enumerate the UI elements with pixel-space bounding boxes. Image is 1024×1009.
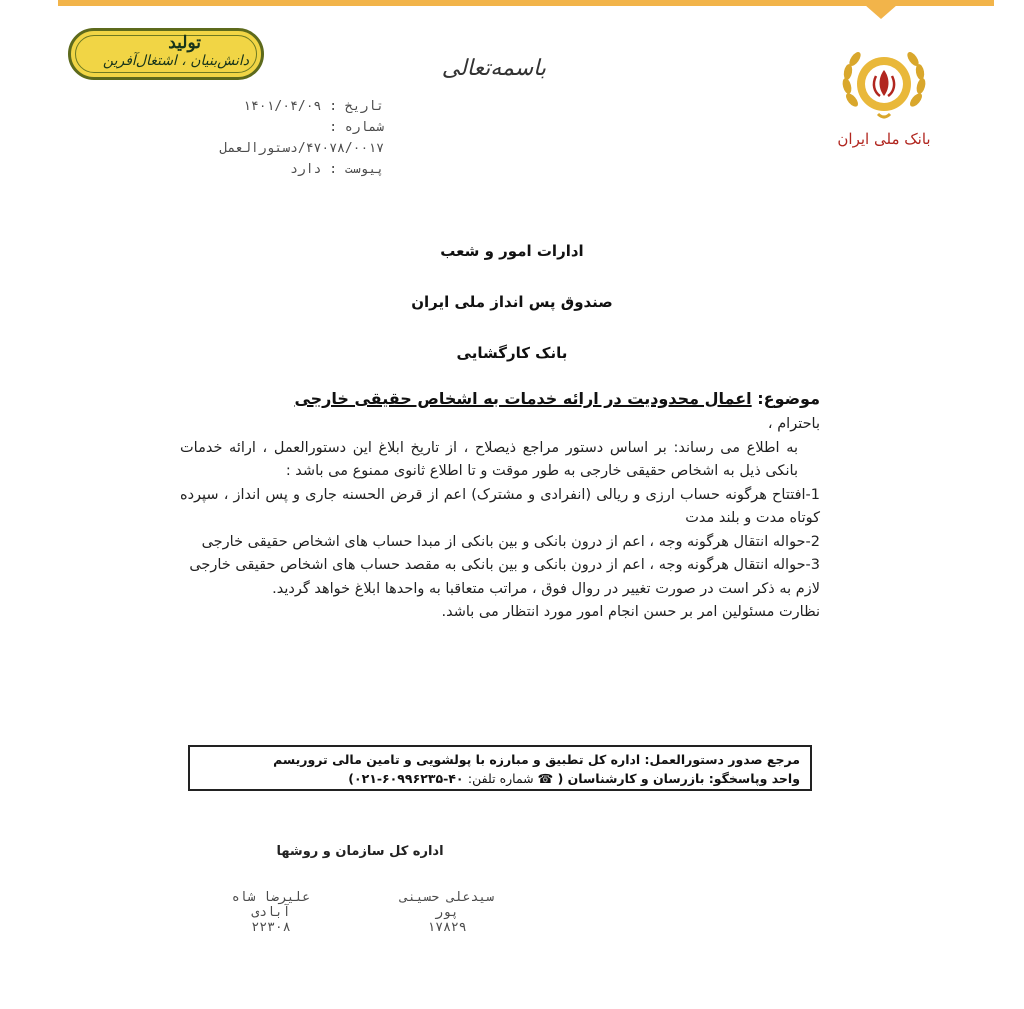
list-item: 2-حواله انتقال هرگونه وجه ، اعم از درون بانکی و بین بانکی از مبدا حساب های اشخاص حقیقی خارجی [201,533,820,550]
letter-meta [124,96,384,180]
bank-emblem-icon [838,42,930,124]
signing-department: اداره کل سازمان و روشها [276,844,444,859]
intro-paragraph: به اطلاع می رساند: بر اساس دستور مراجع ذیصلاح ، از تاریخ ابلاغ این دستورالعمل ، ارائه خدمات بانکی ذیل به اشخاص حقیقی خارجی به طور موقت و تا اطلاع ثانوی ممنوع می باشد : [180,439,798,479]
signer-code: ۲۲۳۰۸ [251,920,291,935]
subject-label: موضوع: [757,389,820,408]
notice-paragraph: لازم به ذکر است در صورت تغییر در روال فوق ، مراتب متعاقبا به واحدها ابلاغ خواهد گردید. [272,580,820,597]
bank-logo-text: بانک ملی ایران [837,130,931,148]
signer-name-line2: آبادی [251,905,291,920]
letter-number-value: ۴۷۰۷۸/۰۰۱۷/دستورالعمل [219,141,384,156]
signer-2 [196,890,346,935]
phone-number: ۴۰-۶۰۹۹۶۲۳۵-۰۲۱) [348,771,464,786]
list-item: 1-افتتاح هرگونه حساب ارزی و ریالی (انفرادی و مشترک) اعم از قرض الحسنه جاری و پس انداز ، سپرده کوتاه مدت و بلند مدت [180,486,820,526]
signer-name: علیرضا شاه [231,890,311,905]
letter-date: تاریخ : ۱۴۰۱/۰۴/۰۹ [243,99,384,114]
letter-subject [294,389,820,408]
reference-issuer: مرجع صدور دستورالعمل: اداره کل تطبیق و مبارزه با پولشویی و تامین مالی تروریسم [273,752,800,767]
signer-1 [372,890,522,935]
phone-label: ☎ شماره تلفن: [467,771,554,786]
signer-name-line2: پور [435,905,459,920]
slogan-badge [68,28,264,80]
slogan-subtitle: دانش‌بنیان ، اشتغال‌آفرین [102,53,249,69]
reference-responder: واحد وپاسخگو: بازرسان و کارشناسان ( [557,771,800,786]
reference-box [188,745,812,791]
list-item: 3-حواله انتقال هرگونه وجه ، اعم از درون بانکی و بین بانکی به مقصد حساب های اشخاص حقیقی خارجی [189,557,820,573]
top-accent-notch [865,5,897,19]
recipient-2: صندوق پس انداز ملی ایران [411,293,613,311]
letter-number-label: شماره : [329,120,384,135]
slogan-title: تولید [168,33,201,53]
signer-code: ۱۷۸۲۹ [427,920,467,935]
letter-attachment: پیوست : دارد [290,162,384,177]
greeting: باحترام ، [767,416,820,432]
recipient-1: ادارات امور و شعب [440,242,584,260]
reference-responder-line [190,769,800,788]
letter-body [180,413,820,625]
top-accent-bar [58,0,994,6]
basmala: باسمه‌تعالی [441,56,546,81]
recipient-3: بانک کارگشایی [456,344,568,362]
closing-paragraph: نظارت مسئولین امر بر حسن انجام امور مورد انتظار می باشد. [441,604,820,620]
subject-text: اعمال محدودیت در ارائه خدمات به اشخاص حقیقی خارجی [294,389,752,408]
signer-name: سیدعلی حسینی [400,890,494,905]
